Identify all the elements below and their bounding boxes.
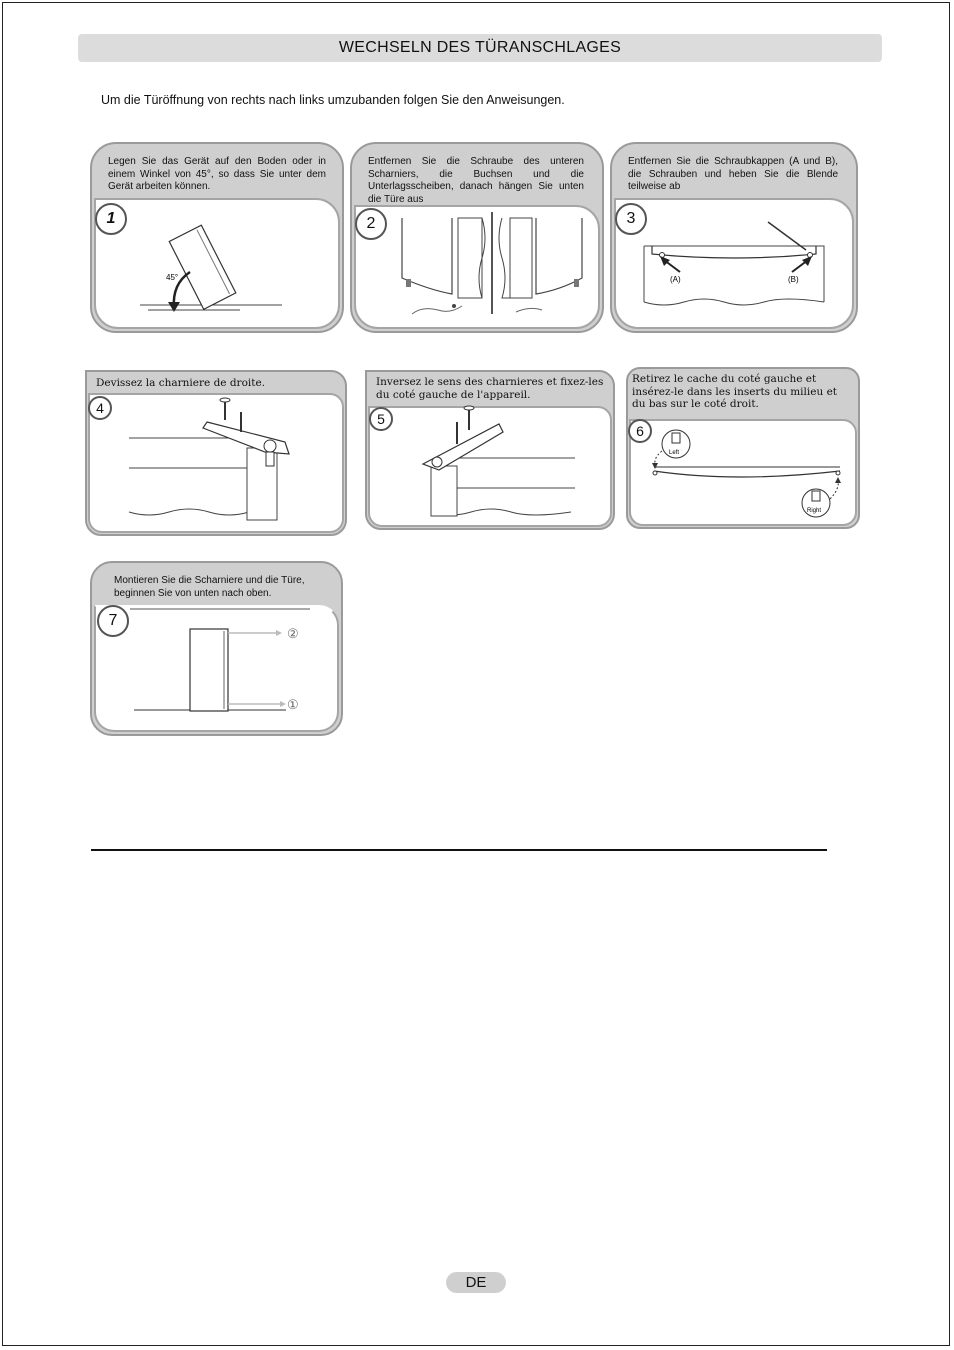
step-7-number: 7 (97, 605, 129, 637)
page-title: WECHSELN DES TÜRANSCHLAGES (78, 34, 882, 62)
step-2-panel (350, 142, 604, 333)
step-5-text: Inversez le sens des charnieres et fixez-les du coté gauche de l'appareil. (376, 376, 604, 401)
step-7-illustration (90, 561, 343, 736)
intro-text: Um die Türöffnung von rechts nach links umzubanden folgen Sie den Anweisungen. (101, 93, 565, 107)
step-1-number: 1 (95, 203, 127, 235)
step-7-text: Montieren Sie die Scharniere und die Türe, beginnen Sie von unten nach oben. (114, 575, 305, 599)
step-4-panel (85, 370, 347, 536)
step-2-text: Entfernen Sie die Schraube des unteren Scharniers, die Buchsen und die Unterlagsscheiben, danach hängen Sie unten die Türe aus (368, 156, 584, 205)
step-1-angle-label: 45° (166, 273, 179, 282)
step-6-text: Retirez le cache du coté gauche et insérez-le dans les inserts du milieu et du bas sur le coté droit. (632, 373, 838, 410)
step-5-number: 5 (369, 407, 393, 431)
step-5-panel (365, 370, 615, 530)
step-3-number: 3 (615, 203, 647, 235)
step-4-text: Devissez la charniere de droite. (96, 377, 266, 389)
step-3-illustration (610, 142, 858, 333)
step-1-text: Legen Sie das Gerät auf den Boden oder in einem Winkel von 45°, so dass Sie unter dem Gerät arbeiten können. (108, 156, 326, 192)
step-3-label-b: (B) (788, 275, 799, 284)
footer-divider (91, 849, 827, 851)
step-4-illustration (85, 370, 347, 536)
step-7-marker-1: ① (287, 697, 299, 712)
step-6-label-left: Left (669, 450, 680, 456)
step-2-number: 2 (355, 208, 387, 240)
step-6-panel (626, 367, 860, 529)
step-5-illustration (365, 370, 615, 530)
step-3-panel (610, 142, 858, 333)
step-7-panel (90, 561, 343, 736)
step-6-illustration (626, 367, 860, 529)
step-6-number: 6 (628, 419, 652, 443)
step-6-label-right: Right (807, 508, 822, 514)
step-1-panel (90, 142, 344, 333)
step-3-text: Entfernen Sie die Schraubkappen (A und B), die Schrauben und heben Sie die Blende teilweise ab (628, 156, 838, 192)
language-badge: DE (446, 1272, 506, 1293)
step-7-marker-2: ② (287, 626, 299, 641)
step-2-illustration (350, 142, 604, 333)
step-3-label-a: (A) (670, 275, 681, 284)
step-4-number: 4 (88, 396, 112, 420)
step-1-illustration (90, 142, 344, 333)
